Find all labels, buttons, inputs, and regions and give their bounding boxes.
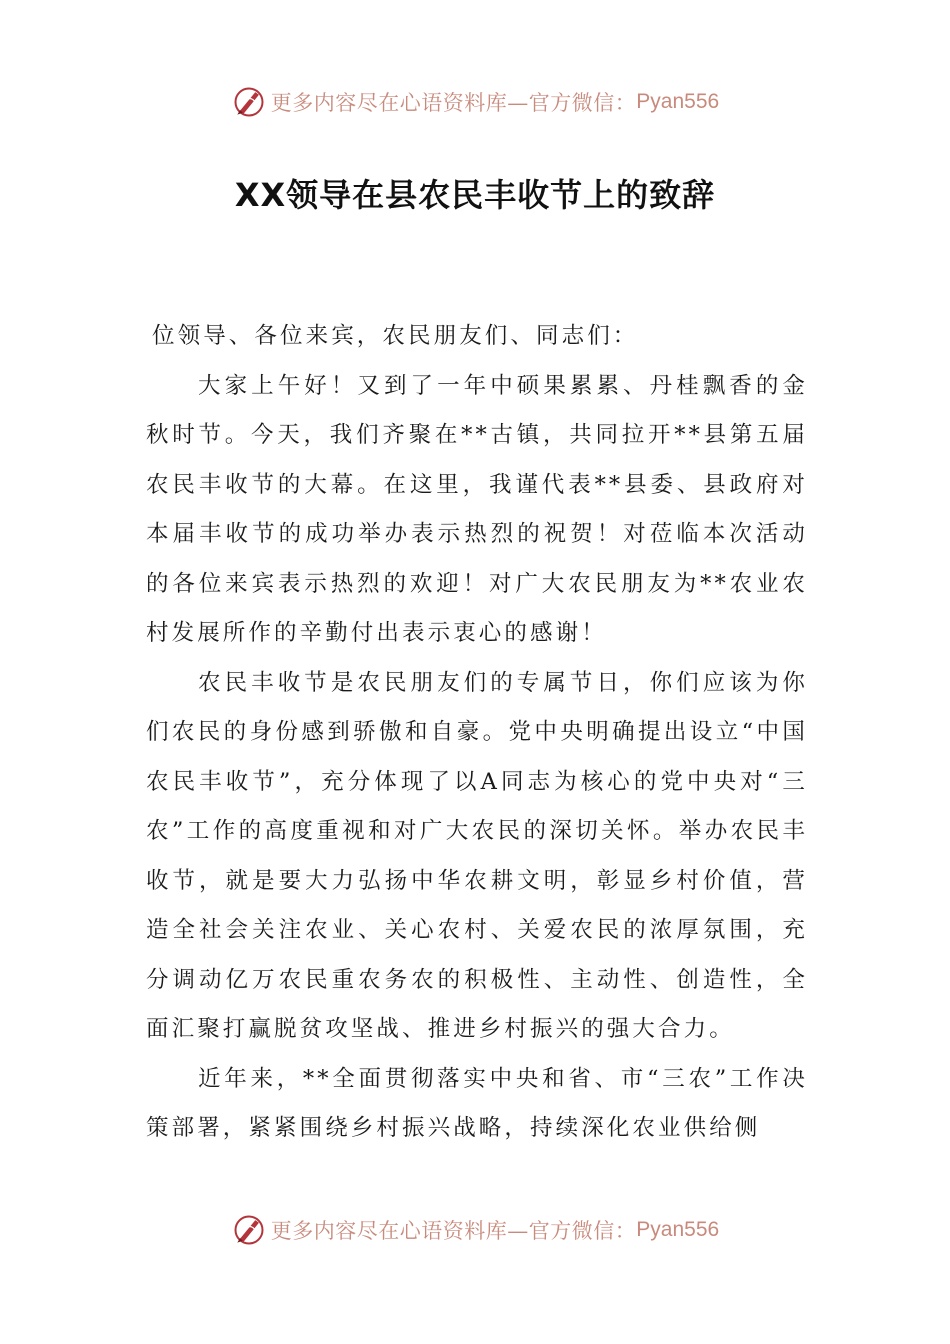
paragraph: 大家上午好！又到了一年中硕果累累、丹桂飘香的金秋时节。今天，我们齐聚在**古镇，共同拉开**县第五届农民丰收节的大幕。在这里，我谨代表**县委、县政府对本届丰收节的成功举办表示热烈的祝贺！对莅临本次活动的各位来宾表示热烈的欢迎！对广大农民朋友为**农业农村发展所作的辛勤付出表示衷心的感谢！	[146, 372, 808, 646]
document-title: XX领导在县农民丰收节上的致辞	[234, 176, 716, 214]
salutation: 位领导、各位来宾，农民朋友们、同志们：	[152, 323, 639, 349]
watermark-text: 更多内容尽在心语资料库—官方微信：	[270, 1219, 637, 1243]
pen-logo-icon	[231, 1212, 267, 1248]
paragraph: 近年来，**全面贯彻落实中央和省、市“三农”工作决策部署，紧紧围绕乡村振兴战略，持续深化农业供给侧	[146, 1065, 808, 1141]
watermark-wechat-id: Pyan556	[636, 90, 720, 113]
watermark-wechat-id: Pyan556	[636, 1218, 720, 1241]
watermark-banner-top	[0, 80, 950, 124]
paragraph: 农民丰收节是农民朋友们的专属节日，你们应该为你们农民的身份感到骄傲和自豪。党中央明确提出设立“中国农民丰收节”，充分体现了以A同志为核心的党中央对“三农”工作的高度重视和对广大农民的深切关怀。举办农民丰收节，就是要大力弘扬中华农耕文明，彰显乡村价值，营造全社会关注农业、关心农村、关爱农民的浓厚氛围，充分调动亿万农民重农务农的积极性、主动性、创造性，全面汇聚打赢脱贫攻坚战、推进乡村振兴的强大合力。	[146, 669, 808, 1042]
watermark-banner-bottom	[0, 1208, 950, 1252]
watermark-text: 更多内容尽在心语资料库—官方微信：	[270, 91, 637, 115]
pen-logo-icon	[231, 84, 267, 120]
document-body	[146, 312, 808, 1154]
